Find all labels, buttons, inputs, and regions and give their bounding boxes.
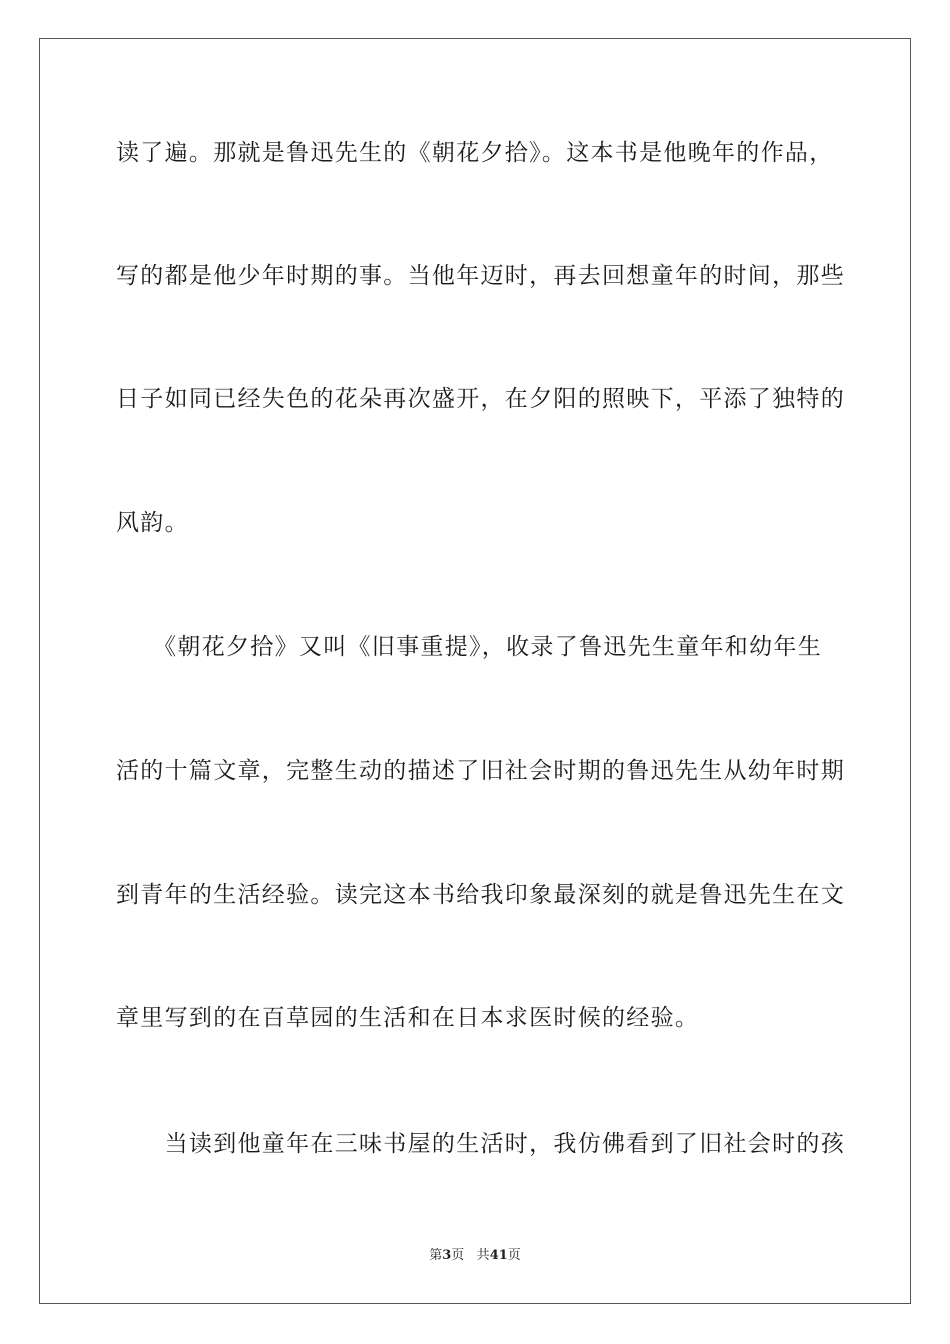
total-suffix: 页 xyxy=(507,1248,521,1263)
text-line: 《朝花夕拾》又叫《旧事重提》，收录了鲁迅先生童年和幼年生 xyxy=(116,634,822,660)
page-footer xyxy=(0,1247,950,1265)
text-line: 当读到他童年在三味书屋的生活时，我仿佛看到了旧社会时的孩 xyxy=(116,1131,845,1157)
page-suffix: 页 xyxy=(451,1248,465,1263)
page-border xyxy=(39,38,911,1304)
text-line: 风韵。 xyxy=(116,510,189,536)
text-line: 章里写到的在百草园的生活和在日本求医时候的经验。 xyxy=(116,1005,700,1031)
page-number: 3 xyxy=(442,1248,452,1263)
total-pages: 41 xyxy=(489,1248,508,1263)
text-line: 活的十篇文章，完整生动的描述了旧社会时期的鲁迅先生从幼年时期 xyxy=(116,758,845,784)
page-prefix: 第 xyxy=(429,1248,443,1263)
total-prefix: 共 xyxy=(476,1248,490,1263)
text-line: 写的都是他少年时期的事。当他年迈时，再去回想童年的时间，那些 xyxy=(116,263,845,289)
text-line: 读了遍。那就是鲁迅先生的《朝花夕拾》。这本书是他晚年的作品， xyxy=(116,140,834,166)
text-line: 日子如同已经失色的花朵再次盛开，在夕阳的照映下，平添了独特的 xyxy=(116,386,845,412)
text-line: 到青年的生活经验。读完这本书给我印象最深刻的就是鲁迅先生在文 xyxy=(116,882,845,908)
